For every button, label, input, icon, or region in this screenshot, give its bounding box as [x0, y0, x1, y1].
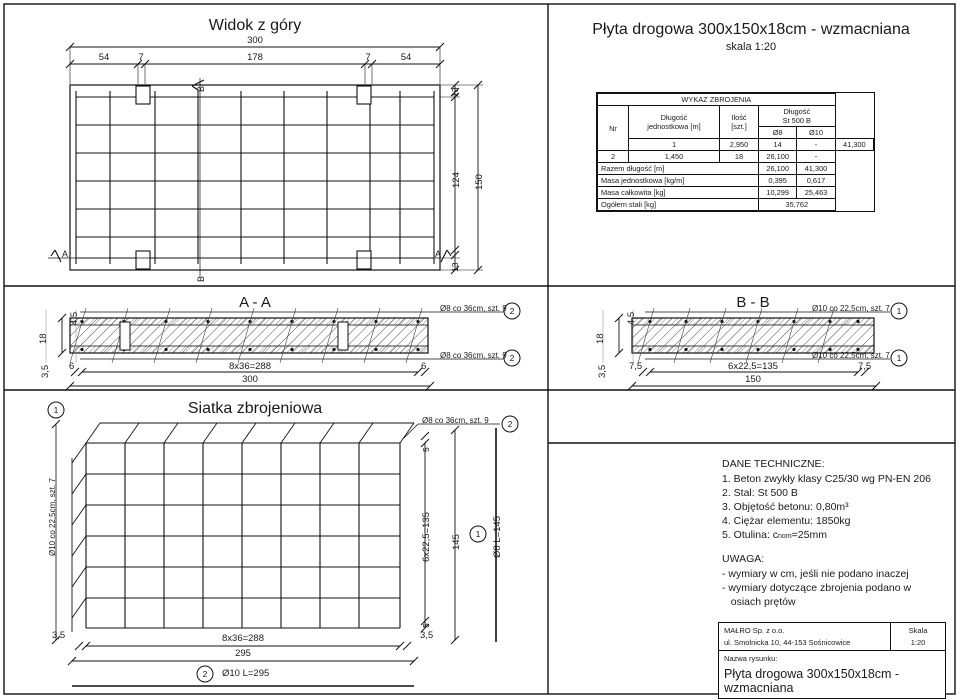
mesh-dim-h-total: 295: [235, 648, 251, 659]
dim-total-height: 150: [474, 174, 485, 190]
bb-pos-bottom: 1: [896, 353, 902, 363]
bb-dim-spacing: 6x22,5=135: [728, 361, 778, 372]
bb-dim-thickness: 18: [595, 333, 606, 344]
section-bb-title: B - B: [736, 294, 770, 311]
wykaz-r2-d8: 26,100: [759, 151, 797, 163]
aa-dim-total: 300: [242, 374, 258, 385]
aa-dim-edge-left: 6: [69, 361, 75, 372]
dim-bottom-offset: 13: [450, 262, 460, 272]
note-line-1: - wymiary w cm, jeśli nie podano inaczej: [722, 568, 909, 580]
mesh-dim-h-spacing: 8x36=288: [222, 633, 264, 644]
aa-dim-thickness: 18: [38, 333, 49, 344]
wykaz-r2-nr: 2: [598, 151, 629, 163]
wykaz-r2-d10: -: [797, 151, 835, 163]
tech-line-5: [722, 529, 931, 541]
section-mark-b-bottom: B: [196, 275, 206, 282]
main-title: Płyta drogowa 300x150x18cm - wzmacniana: [592, 21, 910, 38]
wykaz-r1-qty: 14: [759, 139, 797, 151]
table-row: [598, 187, 874, 199]
section-mark-a-right: A: [435, 249, 442, 259]
title-block-name-row: [719, 651, 945, 698]
mesh-bar2-label: Ø10 L=295: [222, 668, 270, 679]
note-heading: UWAGA:: [722, 553, 765, 565]
wykaz-r2-qty: 18: [720, 151, 759, 163]
wykaz-grand-label: Ogółem stali [kg]: [598, 199, 759, 211]
wykaz-total-mass-d10: 25,463: [797, 187, 835, 199]
wykaz-r1-d10: 41,300: [835, 139, 873, 151]
wykaz-header-unit-length-l1: Długość: [660, 113, 688, 122]
mesh-label-left: Ø10 co 22,5cm, szt. 7: [48, 478, 57, 556]
wykaz-r1-d8: -: [797, 139, 835, 151]
table-row: [598, 151, 874, 163]
bb-label-bottom: Ø10 co 22,5cm, szt. 7: [812, 351, 890, 360]
dim-top-offset: 13: [450, 87, 460, 97]
wykaz-total-mass-label: Masa całkowita [kg]: [598, 187, 759, 199]
title-block-scale-cell: [890, 623, 945, 650]
wykaz-total-mass-d8: 10,299: [759, 187, 797, 199]
aa-pos-bottom: 2: [509, 353, 515, 363]
mesh-pos-left: 1: [53, 405, 59, 415]
tech-line-5-b: =25mm: [791, 529, 827, 541]
bb-label-top: Ø10 co 22,5cm, szt. 7: [812, 304, 890, 313]
mesh-bar1-label: Ø8 L=145: [492, 516, 503, 558]
aa-label-bottom: Ø8 co 36cm, szt. 9: [440, 351, 507, 360]
drawing-name-value: Płyta drogowa 300x150x18cm - wzmacniana: [724, 667, 900, 695]
dim-inner-height: 124: [451, 172, 462, 188]
section-mark-b-top: B: [196, 85, 206, 92]
title-block-company-row: [719, 623, 945, 651]
aa-dim-cover-bottom: 3,5: [40, 364, 51, 378]
aa-pos-top: 2: [509, 306, 515, 316]
bb-pos-top: 1: [896, 306, 902, 316]
bb-dim-edge-right: 7,5: [858, 361, 872, 372]
mesh-dim-v-edge-bottom: 5: [421, 623, 431, 628]
note-line-3: osiach prętów: [722, 596, 796, 608]
wykaz-sum-len-d10: 41,300: [797, 163, 835, 175]
mesh-dim-h-edge-right: 3,5: [420, 630, 434, 641]
aa-dim-spacing: 8x36=288: [229, 361, 271, 372]
table-row: [598, 139, 874, 151]
wykaz-grand-value: 35,762: [759, 199, 836, 211]
wykaz-header-qty: [720, 106, 759, 139]
scale-value: 1:20: [910, 638, 926, 647]
dim-gap-left: 7: [138, 52, 144, 63]
technical-data-block: [722, 458, 931, 610]
mesh-pos-top-right: 2: [507, 419, 513, 429]
wykaz-r2-len: 1,450: [629, 151, 720, 163]
wykaz-sum-len-d8: 26,100: [759, 163, 797, 175]
tech-line-3: 3. Objętość betonu: 0,80m³: [722, 501, 849, 513]
tech-cnom-sub: nom: [778, 533, 792, 540]
mesh-dim-v-edge-top: 5: [421, 447, 431, 452]
wykaz-unit-mass-d8: 0,395: [759, 175, 797, 187]
note-line-2: - wymiary dotyczące zbrojenia podano w: [722, 582, 912, 594]
mesh-dim-v-spacing: 6x22,5=135: [421, 512, 432, 562]
dim-middle: 178: [247, 52, 263, 63]
wykaz-header-qty-l2: [szt.]: [731, 122, 747, 131]
wykaz-unit-mass-d10: 0,617: [797, 175, 835, 187]
wykaz-header-d8: Ø8: [759, 127, 797, 139]
bb-dim-edge-left: 7,5: [629, 361, 643, 372]
wykaz-header-steel: St 500 B: [782, 116, 811, 125]
wykaz-r1-len: 2,950: [720, 139, 759, 151]
mesh-label-top-right: Ø8 co 36cm, szt. 9: [422, 416, 489, 425]
company-address: ul. Smolnicka 10, 44-153 Sośnicowice: [724, 638, 851, 647]
wykaz-title: WYKAZ ZBROJENIA: [598, 94, 836, 106]
tech-line-1: 1. Beton zwykły klasy C25/30 wg PN-EN 206: [722, 473, 931, 485]
title-block: [718, 622, 946, 699]
tech-line-4: 4. Ciężar elementu: 1850kg: [722, 515, 851, 527]
title-block-company-cell: [719, 623, 890, 650]
wykaz-unit-mass-label: Masa jednostkowa [kg/m]: [598, 175, 759, 187]
main-scale: skala 1:20: [725, 41, 777, 53]
wykaz-header-d10: Ø10: [797, 127, 835, 139]
tech-cnom-c: c: [772, 529, 779, 541]
bb-dim-cover-bottom: 3,5: [597, 364, 608, 378]
reinforcement-schedule-table: [596, 92, 875, 212]
mesh-bar1-pos: 1: [475, 529, 481, 539]
table-row: [598, 199, 874, 211]
dim-edge-right: 54: [400, 52, 412, 63]
aa-label-top: Ø8 co 36cm, szt. 9: [440, 304, 507, 313]
section-mark-a-left: A: [62, 249, 69, 259]
tech-line-5-a: 5. Otulina:: [722, 529, 773, 541]
wykaz-r1-nr: 1: [629, 139, 720, 151]
mesh-dim-h-edge-left: 3,5: [52, 630, 66, 641]
wykaz-header-length-l1: Długość: [783, 107, 811, 116]
tech-line-2: 2. Stal: St 500 B: [722, 487, 798, 499]
dim-total-length: 300: [247, 35, 263, 46]
bb-dim-total: 150: [745, 374, 761, 385]
wykaz-header-unit-length-l2: jednostkowa [m]: [647, 122, 701, 131]
table-row: [598, 163, 874, 175]
tech-heading: DANE TECHNICZNE:: [722, 458, 825, 470]
drawing-name-label: Nazwa rysunku:: [724, 654, 778, 663]
wykaz-header-qty-l1: Ilość: [731, 113, 747, 122]
top-view-title: Widok z góry: [208, 17, 302, 34]
dim-edge-left: 54: [98, 52, 110, 63]
company-name: MAŁRO Sp. z o.o.: [724, 626, 785, 635]
aa-dim-edge-right: 6: [421, 361, 427, 372]
scale-label: Skala: [908, 626, 928, 635]
wykaz-header-length: [759, 106, 836, 127]
wykaz-sum-len-label: Razem długość [m]: [598, 163, 759, 175]
wykaz-header-unit-length: [629, 106, 720, 139]
mesh-bar2-pos: 2: [202, 669, 208, 679]
section-aa-title: A - A: [239, 294, 271, 311]
bb-dim-cover-top: 4,5: [626, 311, 637, 325]
mesh-dim-v-total: 145: [451, 534, 462, 550]
dim-gap-right: 7: [365, 52, 371, 63]
table-row: [598, 175, 874, 187]
aa-dim-cover-top: 4,5: [69, 311, 80, 325]
mesh-title: Siatka zbrojeniowa: [187, 400, 323, 417]
wykaz-header-nr: Nr: [598, 106, 629, 151]
